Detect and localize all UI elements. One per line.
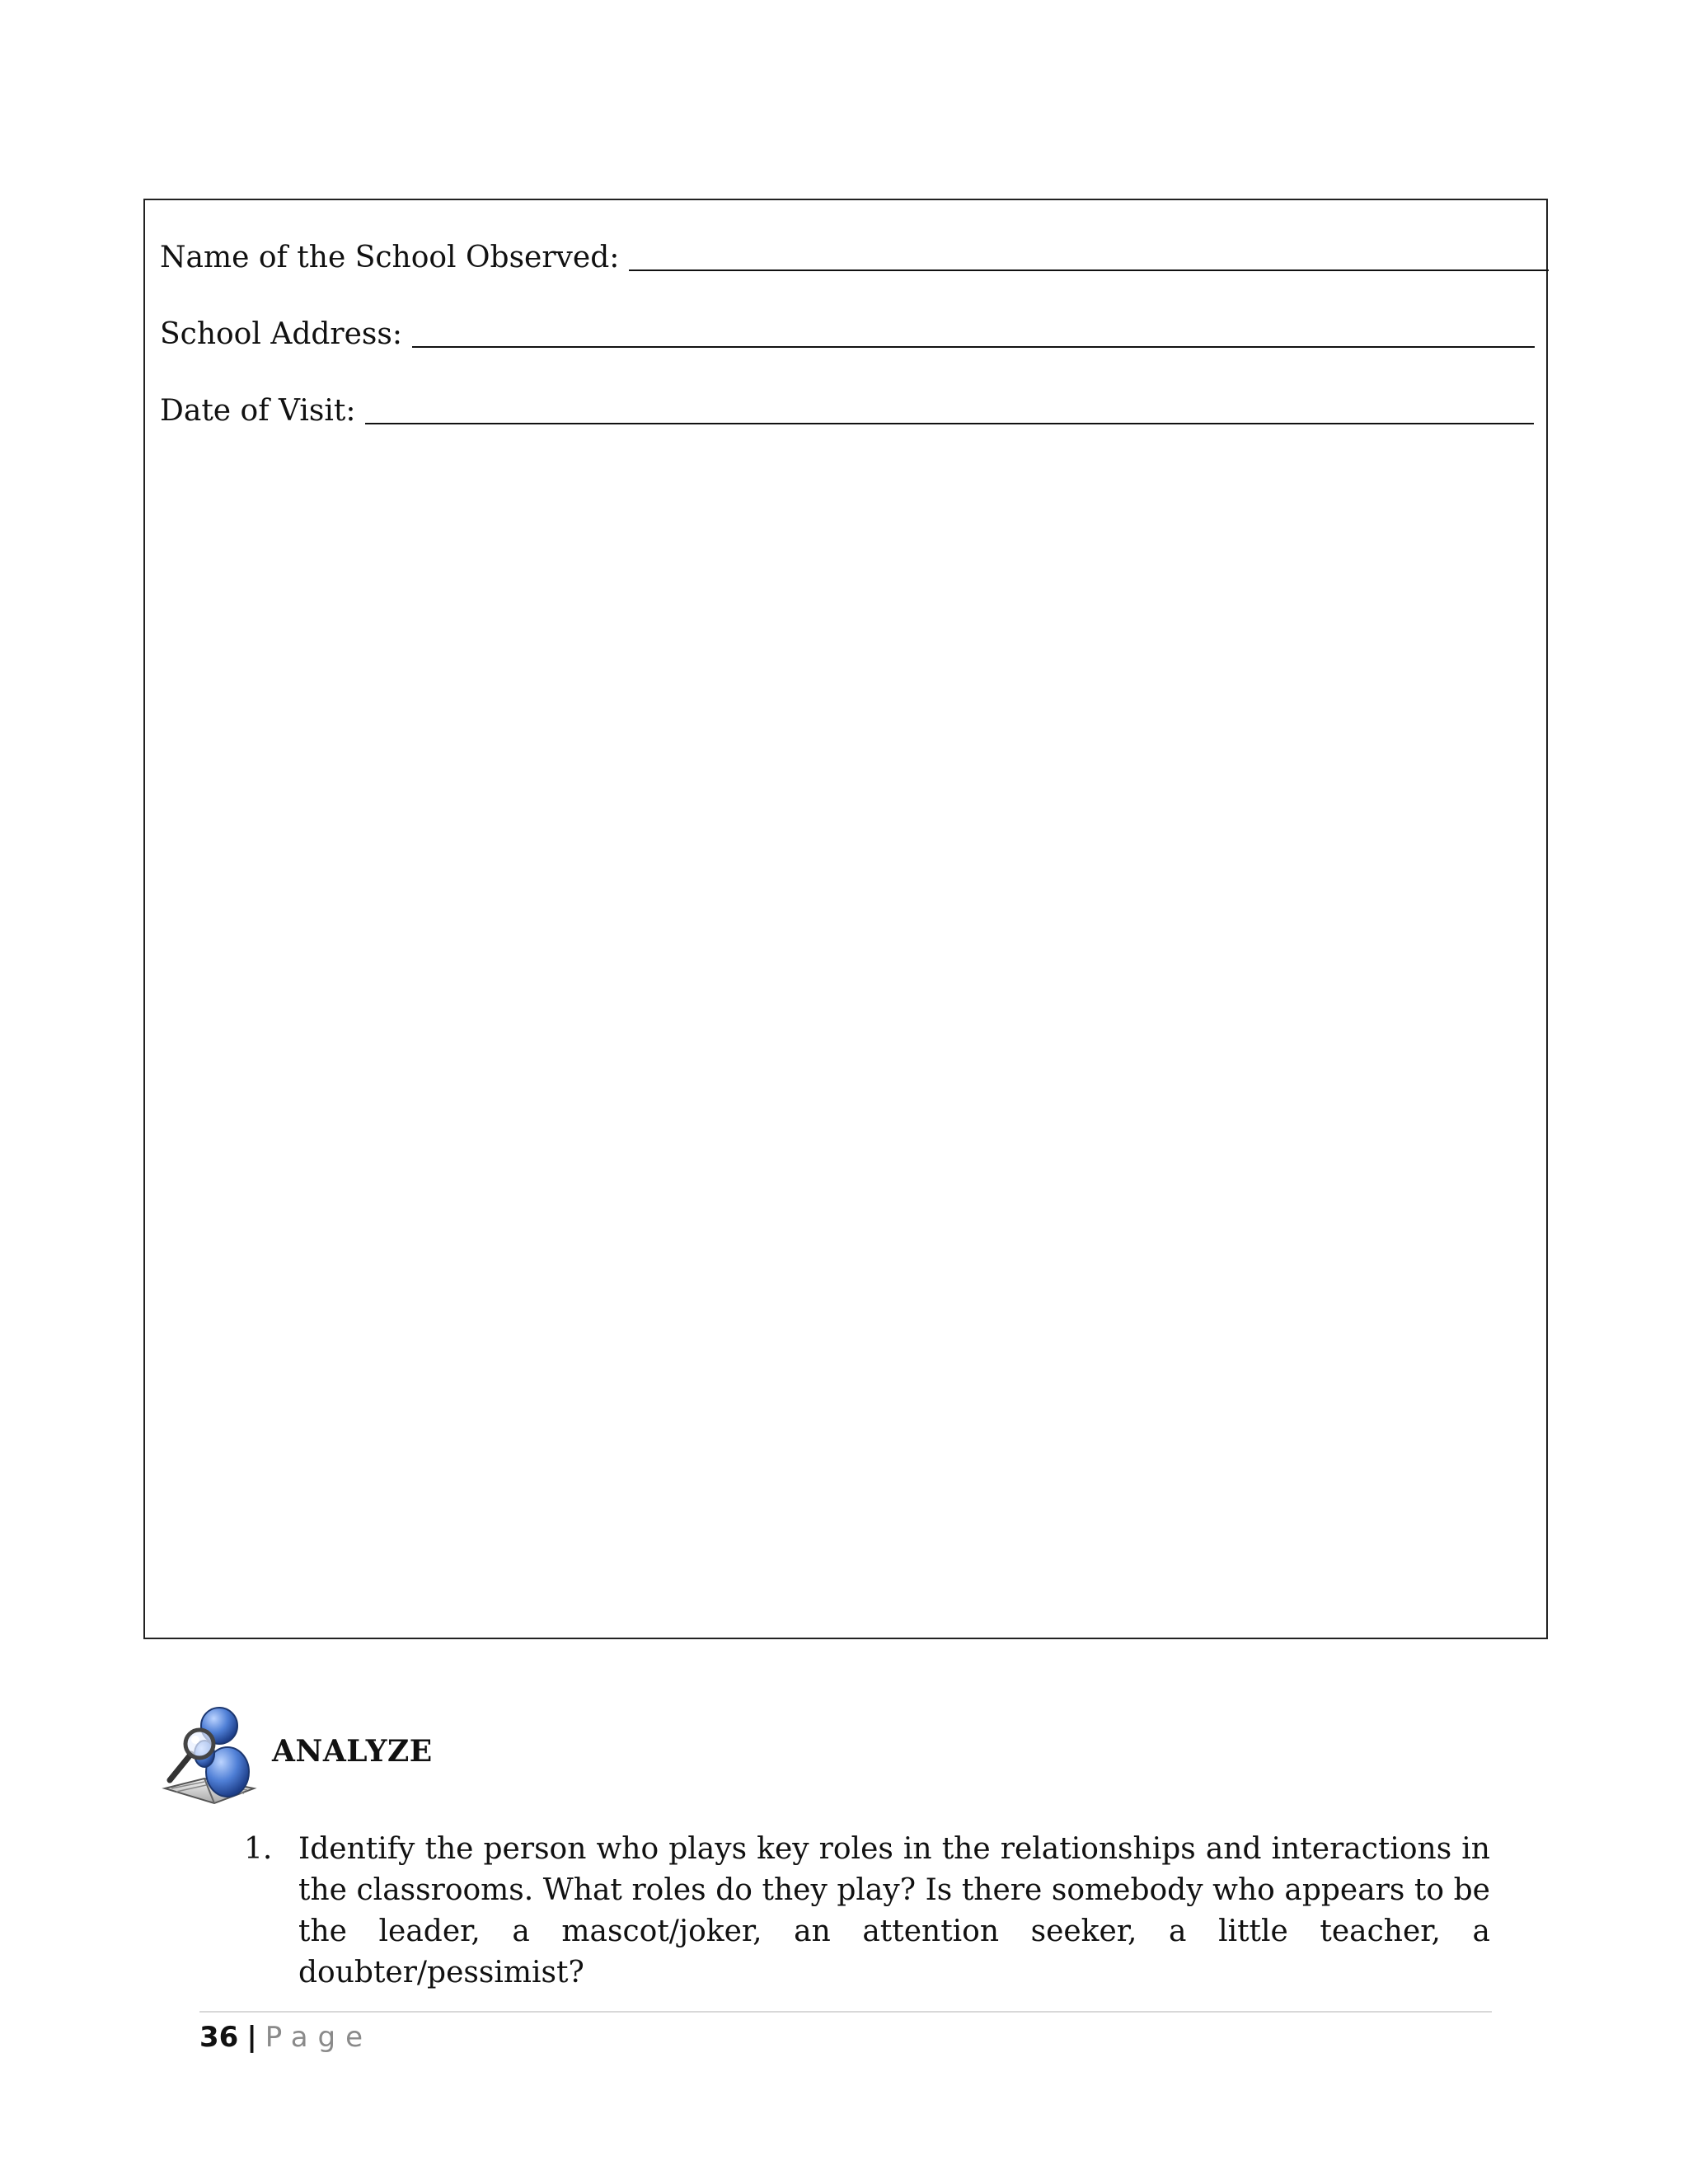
observation-form-box [143,199,1548,1639]
analyze-heading: ANALYZE [272,1734,433,1769]
date-of-visit-blank-line[interactable] [365,423,1534,424]
page-footer [199,2018,373,2057]
page-word: Page [265,2021,373,2054]
school-address-blank-line[interactable] [412,346,1535,348]
school-name-blank-line[interactable] [629,269,1549,271]
analyze-question-list [244,1829,1490,1994]
page-number: 36 [199,2021,239,2054]
date-of-visit-label: Date of Visit: [160,394,356,428]
date-of-visit-field [160,393,1534,429]
school-address-label: School Address: [160,317,402,351]
footer-divider [199,2011,1492,2013]
question-text: Identify the person who plays key roles in the relationships and interactions in the classrooms. What roles do they play? Is there somebody who appears to be the leader, a mascot/joker, an attention seeker, a little teacher, a doubter/pessimist? [298,1832,1490,1990]
question-item [244,1829,1490,1994]
school-address-field [160,316,1535,353]
school-name-field [160,240,1549,276]
person-with-magnifier-icon [158,1703,260,1808]
question-number: 1. [244,1832,273,1866]
footer-separator: | [246,2021,257,2054]
school-name-label: Name of the School Observed: [160,241,620,274]
